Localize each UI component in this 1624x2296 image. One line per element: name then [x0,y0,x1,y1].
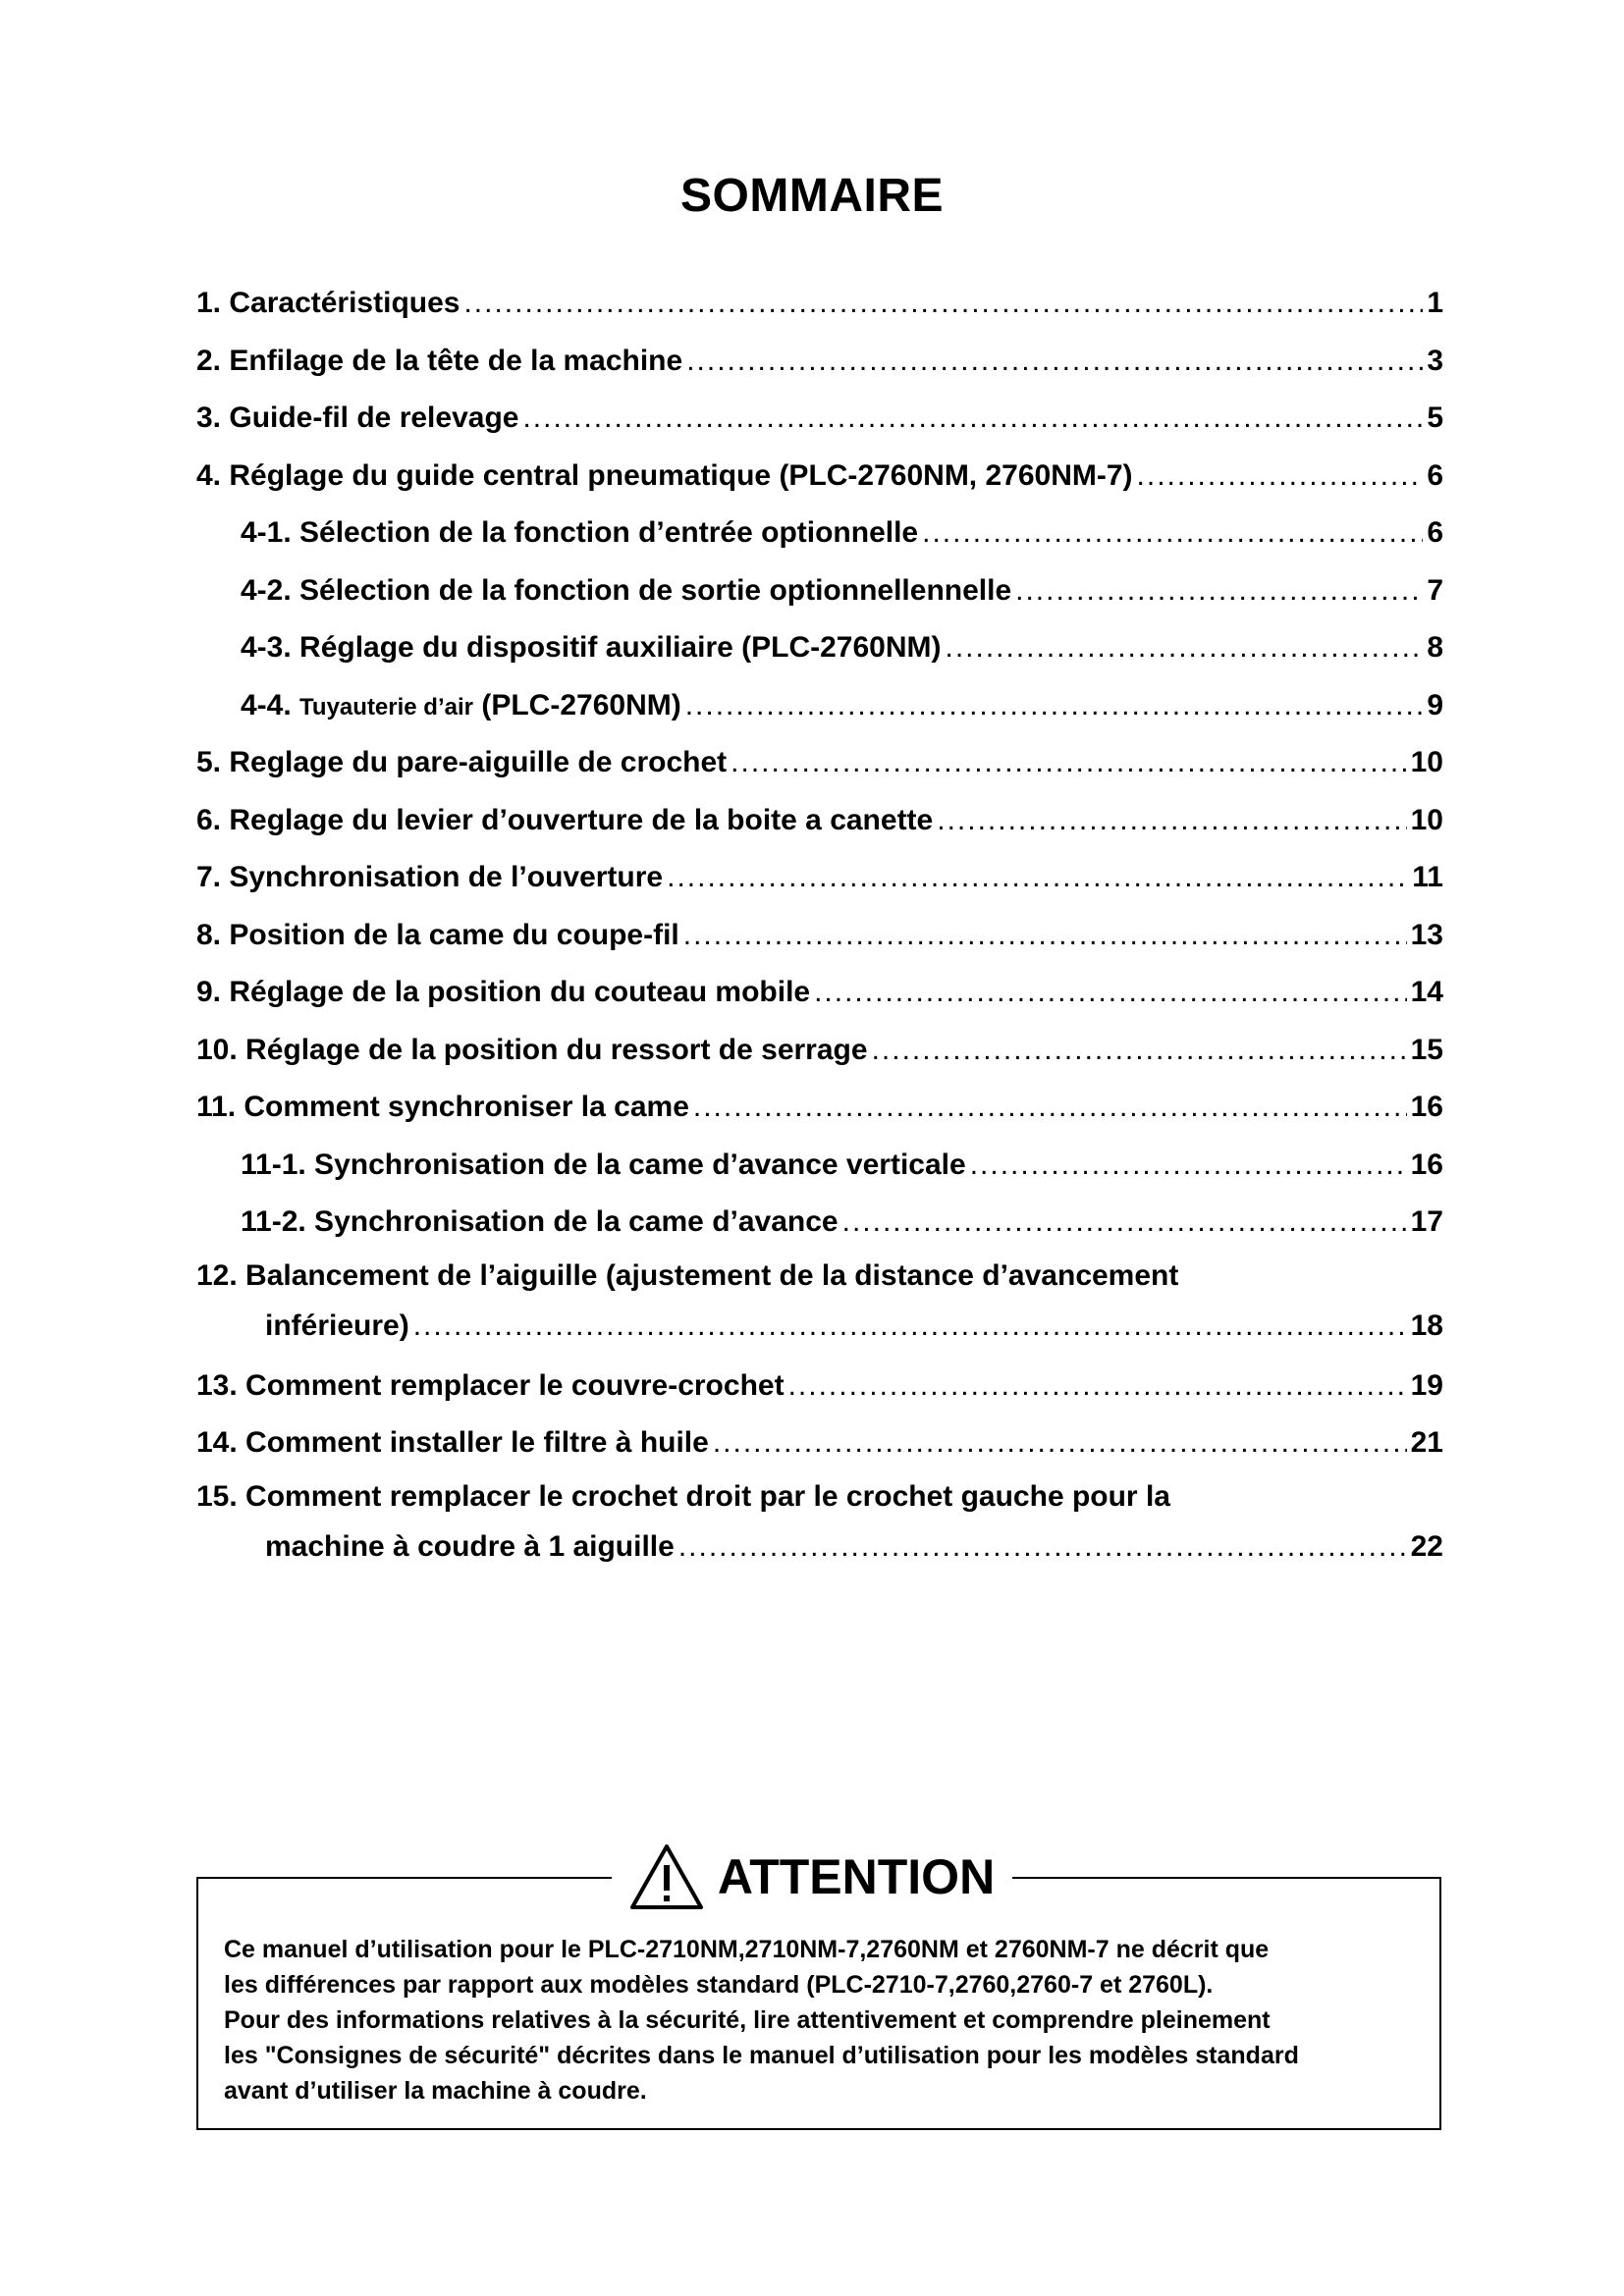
toc-entry-label-line1: 12. Balancement de l’aiguille (ajustement de la distance d’avancement [196,1258,1179,1292]
toc-entry-page: 10 [1410,746,1443,778]
toc-leader-dots [413,1301,1407,1352]
toc-entry-label [241,677,681,737]
toc-leader-dots [814,964,1407,1022]
attention-line: avant d’utiliser la machine à coudre. [224,2077,647,2105]
toc-entry-page: 7 [1427,573,1443,607]
toc-entry-15[interactable] [196,1472,1443,1573]
toc-entry-page: 15 [1410,1033,1443,1066]
toc-entry-12[interactable] [196,1252,1443,1352]
toc-entry-line2 [196,1522,1443,1573]
toc-entry-label-small: Tuyauterie d’air [299,693,473,721]
toc-entry-page: 21 [1410,1426,1443,1459]
toc-entry-label: 14. Comment installer le filtre à huile [196,1426,709,1459]
warning-triangle-icon [629,1843,704,1910]
toc-leader-dots [872,1022,1407,1080]
toc-leader-dots [686,333,1423,391]
toc-entry-label: 3. Guide-fil de relevage [196,401,519,434]
toc-entry-label: 4-1. Sélection de la fonction d’entrée optionnelle [241,516,919,549]
toc-entry-11-2[interactable] [196,1194,1443,1252]
toc-entry-page: 10 [1410,803,1443,836]
toc-leader-dots [922,505,1423,562]
toc-entry-page: 14 [1410,976,1443,1008]
toc-leader-dots [678,1522,1407,1573]
toc-entry-page: 3 [1427,344,1443,377]
toc-leader-dots [788,1358,1407,1415]
toc-entry-label: 11-2. Synchronisation de la came d’avance [241,1205,839,1238]
toc-leader-dots [713,1415,1407,1472]
toc-entry-page: 16 [1410,1148,1443,1181]
toc-entry-5[interactable] [196,734,1443,792]
toc-entry-label-line2: inférieure) [265,1308,409,1342]
toc-entry-4[interactable] [196,448,1443,506]
toc-entry-label: 11-1. Synchronisation de la came d’avance verticale [241,1148,966,1181]
toc-leader-dots [685,677,1424,735]
toc-leader-dots [463,275,1423,333]
toc-entry-page: 19 [1410,1368,1443,1402]
toc-entry-label: 5. Reglage du pare-aiguille de crochet [196,746,728,778]
toc-entry-label: 9. Réglage de la position du couteau mobile [196,976,811,1008]
toc-leader-dots [693,1079,1407,1137]
toc-entry-4-4[interactable] [196,677,1443,735]
page-title: SOMMAIRE [680,170,944,222]
toc-entry-10[interactable] [196,1022,1443,1080]
attention-line: Ce manuel d’utilisation pour le PLC-2710NM,2710NM-7,2760NM et 2760NM-7 ne décrit que [224,1936,1270,1963]
toc-entry-11[interactable] [196,1079,1443,1137]
toc-entry-page: 17 [1410,1205,1443,1238]
toc-entry-4-1[interactable] [196,505,1443,562]
toc-entry-11-1[interactable] [196,1137,1443,1195]
toc-entry-13[interactable] [196,1358,1443,1415]
toc-entry-page: 11 [1412,861,1443,893]
toc-entry-label-suffix: (PLC-2760NM) [481,688,681,721]
toc-entry-label: 10. Réglage de la position du ressort de serrage [196,1033,868,1066]
toc-entry-label: 4-3. Réglage du dispositif auxiliaire (PLC-2760NM) [241,631,942,664]
attention-line: Pour des informations relatives à la sécurité, lire attentivement et comprendre pleinement [224,2006,1271,2034]
toc-entry-label: 4. Réglage du guide central pneumatique (PLC-2760NM, 2760NM-7) [196,458,1133,492]
toc-entry-page: 16 [1410,1091,1443,1123]
toc-entry-label-prefix: 4-4. [241,688,292,721]
attention-header [0,1836,1624,1918]
toc-entry-6[interactable] [196,792,1443,850]
toc-leader-dots [667,849,1408,907]
attention-text [224,1932,1422,2109]
toc-entry-label: 1. Caractéristiques [196,287,460,319]
table-of-contents [196,275,1443,1578]
toc-entry-page: 6 [1427,458,1443,492]
toc-leader-dots [937,792,1406,850]
toc-entry-label: 11. Comment synchroniser la came [196,1091,689,1123]
toc-leader-dots [683,907,1407,965]
toc-entry-3[interactable] [196,390,1443,448]
toc-entry-label: 7. Synchronisation de l’ouverture [196,861,664,893]
toc-leader-dots [1015,562,1423,620]
toc-leader-dots [946,619,1424,677]
toc-entry-14[interactable] [196,1415,1443,1472]
toc-entry-label-line1: 15. Comment remplacer le crochet droit par le crochet gauche pour la [196,1479,1170,1513]
toc-entry-page: 9 [1427,688,1443,721]
toc-entry-7[interactable] [196,849,1443,907]
toc-entry-label: 4-2. Sélection de la fonction de sortie optionnellennelle [241,573,1012,607]
toc-entry-2[interactable] [196,333,1443,391]
toc-entry-4-2[interactable] [196,562,1443,620]
toc-leader-dots [731,734,1406,792]
toc-leader-dots [842,1194,1407,1252]
toc-leader-dots [1137,448,1424,506]
toc-entry-4-3[interactable] [196,619,1443,677]
toc-entry-line2 [196,1301,1443,1352]
toc-leader-dots [970,1137,1407,1195]
toc-entry-8[interactable] [196,907,1443,965]
attention-line: les "Consignes de sécurité" décrites dans le manuel d’utilisation pour les modèles standard [224,2042,1299,2069]
attention-line: les différences par rapport aux modèles standard (PLC-2710-7,2760,2760-7 et 2760L). [224,1971,1214,1999]
toc-entry-page: 22 [1410,1529,1443,1563]
toc-entry-page: 13 [1410,918,1443,951]
toc-leader-dots [522,390,1423,448]
toc-entry-page: 18 [1410,1308,1443,1342]
toc-entry-label: 8. Position de la came du coupe-fil [196,918,679,951]
toc-entry-1[interactable] [196,275,1443,333]
toc-entry-page: 8 [1427,631,1443,664]
toc-entry-page: 1 [1427,287,1443,319]
toc-entry-page: 5 [1427,401,1443,434]
toc-entry-label: 6. Reglage du levier d’ouverture de la boite a canette [196,803,934,836]
toc-entry-label-line2: machine à coudre à 1 aiguille [265,1529,675,1563]
attention-title: ATTENTION [717,1849,996,1904]
toc-entry-page: 6 [1427,516,1443,549]
toc-entry-label: 2. Enfilage de la tête de la machine [196,344,683,377]
toc-entry-label: 13. Comment remplacer le couvre-crochet [196,1368,785,1402]
toc-entry-9[interactable] [196,964,1443,1022]
